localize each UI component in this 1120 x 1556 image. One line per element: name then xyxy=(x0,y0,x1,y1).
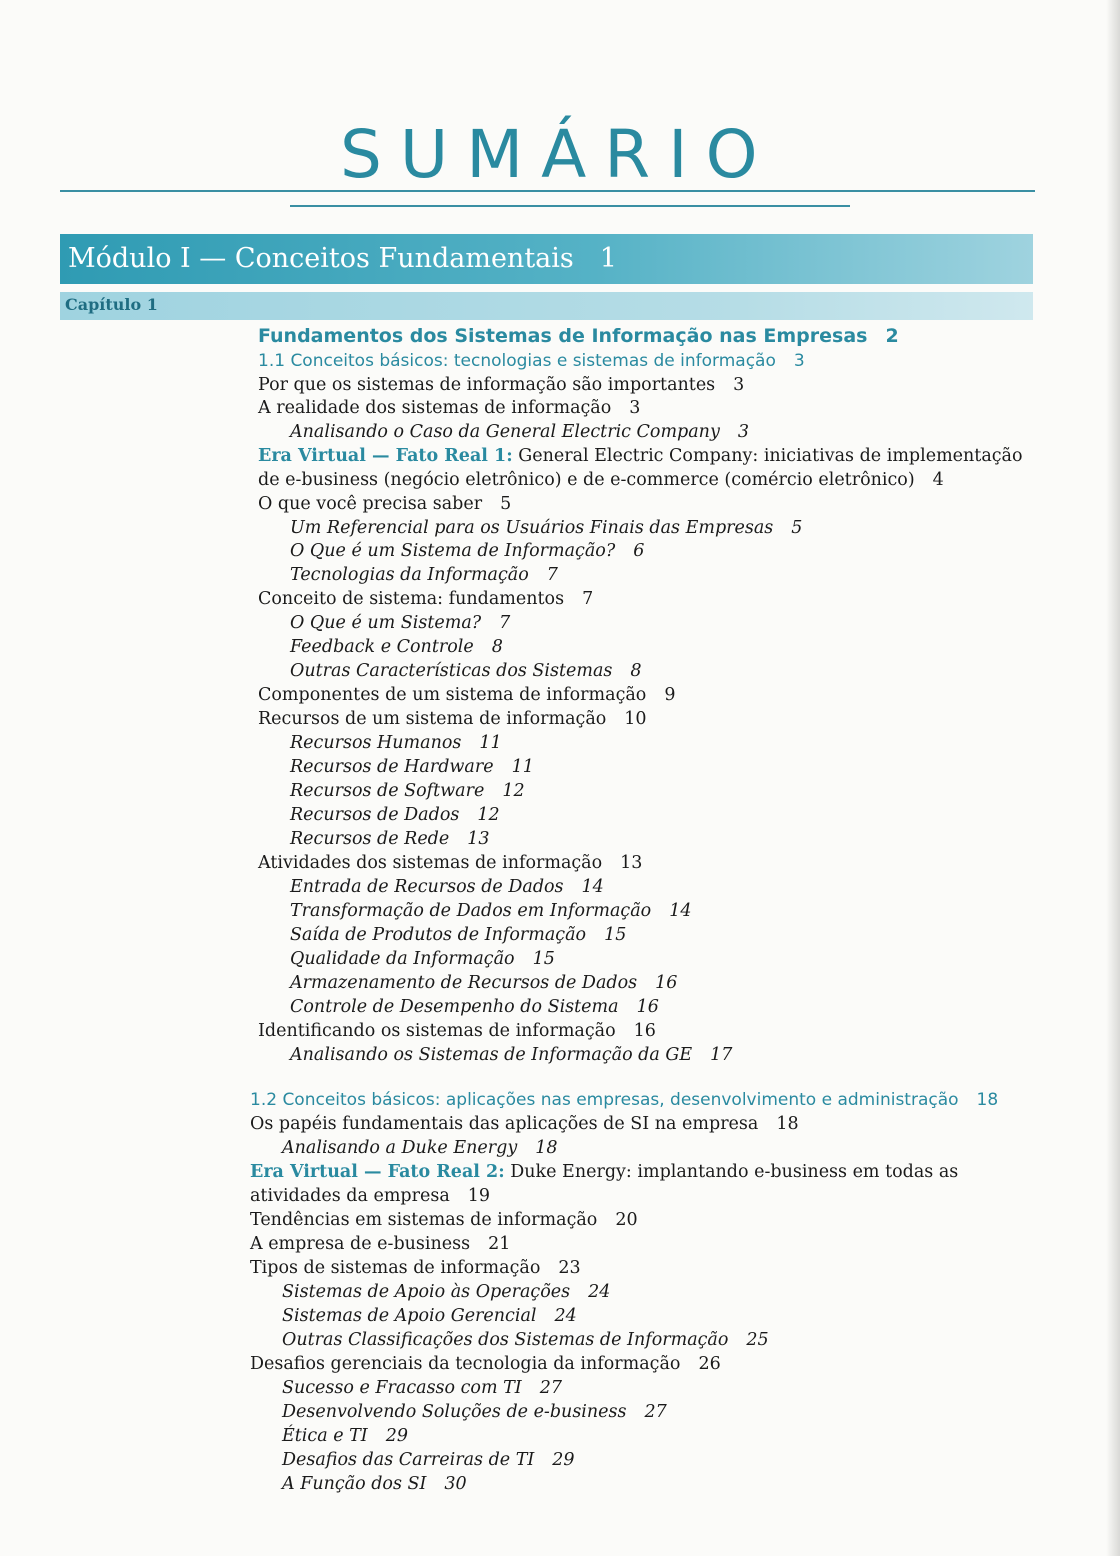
toc-subentry[interactable]: Analisando o Caso da General Electric Company 3 xyxy=(290,422,749,442)
toc-entry[interactable]: A empresa de e-business 21 xyxy=(250,1234,511,1254)
toc-entry[interactable]: Tendências em sistemas de informação 20 xyxy=(250,1210,638,1230)
toc-subentry[interactable]: Desenvolvendo Soluções de e-business 27 xyxy=(282,1402,667,1422)
toc-entry[interactable]: Recursos de um sistema de informação 10 xyxy=(258,709,647,729)
toc-entry[interactable]: Tipos de sistemas de informação 23 xyxy=(250,1258,581,1278)
toc-subentry[interactable]: Um Referencial para os Usuários Finais das Empresas 5 xyxy=(290,518,803,538)
toc-subentry[interactable]: Analisando os Sistemas de Informação da GE 17 xyxy=(290,1045,733,1065)
toc-subentry[interactable]: Sistemas de Apoio Gerencial 24 xyxy=(282,1306,577,1326)
toc-entry[interactable]: O que você precisa saber 5 xyxy=(258,494,512,514)
section-1-1[interactable]: 1.1 Conceitos básicos: tecnologias e sistemas de informação 3 xyxy=(258,351,805,371)
toc-subentry[interactable]: O Que é um Sistema? 7 xyxy=(290,613,511,633)
toc-subentry[interactable]: Recursos de Hardware 11 xyxy=(290,757,534,777)
toc-subentry[interactable]: Feedback e Controle 8 xyxy=(290,637,503,657)
toc-subentry[interactable]: Recursos de Rede 13 xyxy=(290,829,490,849)
section-1-2[interactable]: 1.2 Conceitos básicos: aplicações nas empresas, desenvolvimento e administração 18 xyxy=(250,1090,999,1110)
chapter-title[interactable]: Fundamentos dos Sistemas de Informação nas Empresas 2 xyxy=(258,325,899,347)
toc-subentry[interactable]: Outras Características dos Sistemas 8 xyxy=(290,661,642,681)
toc-subentry[interactable]: Transformação de Dados em Informação 14 xyxy=(290,901,692,921)
toc-subentry[interactable]: Tecnologias da Informação 7 xyxy=(290,565,558,585)
toc-subentry[interactable]: Controle de Desempenho do Sistema 16 xyxy=(290,997,659,1017)
toc-entry[interactable]: Conceito de sistema: fundamentos 7 xyxy=(258,589,594,609)
toc-entry[interactable]: Os papéis fundamentais das aplicações de SI na empresa 18 xyxy=(250,1114,799,1134)
toc-entry[interactable]: A realidade dos sistemas de informação 3 xyxy=(258,398,641,418)
toc-subentry[interactable]: Qualidade da Informação 15 xyxy=(290,949,555,969)
toc-entry[interactable]: Por que os sistemas de informação são importantes 3 xyxy=(258,375,745,395)
toc-subentry[interactable]: Recursos Humanos 11 xyxy=(290,733,502,753)
toc-entry[interactable]: Componentes de um sistema de informação 9 xyxy=(258,685,676,705)
era-virtual-2-label: Era Virtual — Fato Real 2: xyxy=(250,1162,505,1182)
era-virtual-1-label: Era Virtual — Fato Real 1: xyxy=(258,446,513,466)
toc-subentry[interactable]: Saída de Produtos de Informação 15 xyxy=(290,925,627,945)
toc-subentry[interactable]: Armazenamento de Recursos de Dados 16 xyxy=(290,973,678,993)
page-title: SUMÁRIO xyxy=(340,116,776,193)
toc-subentry[interactable]: Entrada de Recursos de Dados 14 xyxy=(290,877,604,897)
chapter-label: Capítulo 1 xyxy=(65,295,158,314)
era-virtual-1-line2[interactable]: de e-business (negócio eletrônico) e de e-commerce (comércio eletrônico) 4 xyxy=(258,470,944,490)
module-label: Módulo I — Conceitos Fundamentais xyxy=(68,243,574,274)
toc-subentry[interactable]: O Que é um Sistema de Informação? 6 xyxy=(290,541,645,561)
toc-subentry[interactable]: Desafios das Carreiras de TI 29 xyxy=(282,1450,575,1470)
era-virtual-2[interactable]: Era Virtual — Fato Real 2: Duke Energy: implantando e-business em todas as xyxy=(250,1162,959,1182)
module-page: 1 xyxy=(599,243,617,274)
toc-entry[interactable]: Atividades dos sistemas de informação 13 xyxy=(258,853,643,873)
toc-entry[interactable]: Identificando os sistemas de informação 16 xyxy=(258,1021,656,1041)
toc-entry[interactable]: Desafios gerenciais da tecnologia da informação 26 xyxy=(250,1354,721,1374)
toc-subentry[interactable]: Recursos de Software 12 xyxy=(290,781,525,801)
toc-subentry[interactable]: A Função dos SI 30 xyxy=(282,1474,467,1494)
era-virtual-2-line2[interactable]: atividades da empresa 19 xyxy=(250,1186,491,1206)
era-virtual-1[interactable]: Era Virtual — Fato Real 1: General Electric Company: iniciativas de implementação xyxy=(258,446,1023,466)
toc-subentry[interactable]: Ética e TI 29 xyxy=(282,1426,408,1446)
toc-subentry[interactable]: Recursos de Dados 12 xyxy=(290,805,500,825)
toc-subentry[interactable]: Sistemas de Apoio às Operações 24 xyxy=(282,1282,611,1302)
toc-subentry[interactable]: Outras Classificações dos Sistemas de Informação 25 xyxy=(282,1330,769,1350)
toc-subentry[interactable]: Analisando a Duke Energy 18 xyxy=(282,1138,558,1158)
toc-subentry[interactable]: Sucesso e Fracasso com TI 27 xyxy=(282,1378,562,1398)
